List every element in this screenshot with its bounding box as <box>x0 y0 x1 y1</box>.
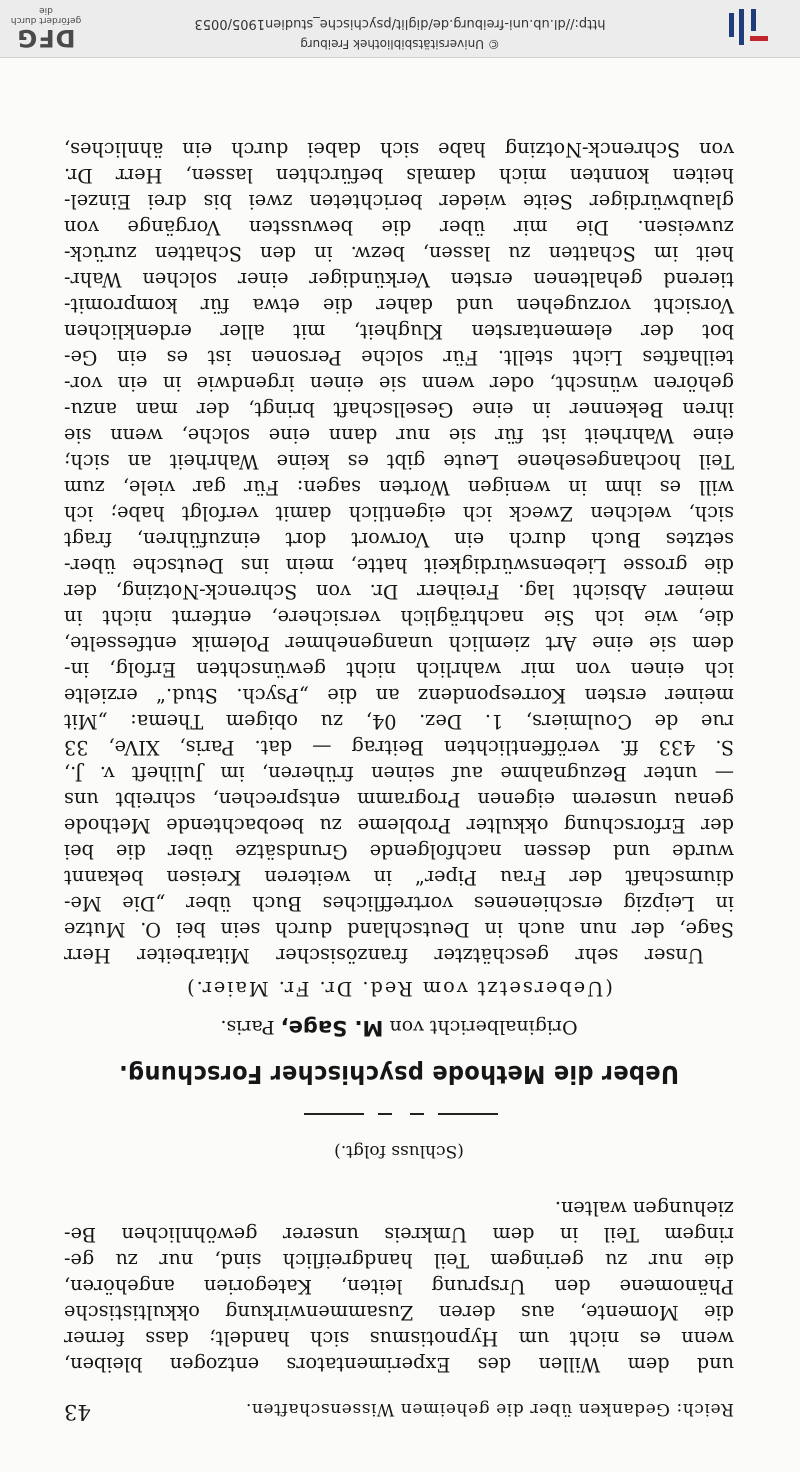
text-line: diumschaft der Frau Piper“ in weiteren Kreisen bekannt <box>64 866 734 889</box>
text-line: setztes Buch durch ein Vorwort dort einzuführen, fragt <box>64 528 734 551</box>
separator-rule <box>304 1113 364 1115</box>
text-line: tierend gehaltenen ersten Verkündiger einer solchen Wahr- <box>64 268 734 291</box>
text-line: gehören wünscht, oder wenn sie einen irgendwie in ein vor- <box>64 372 734 395</box>
text-line: die, wie ich Sie nachträglich versichere, entfernt nicht in <box>64 606 734 629</box>
text-line: Unser sehr geschätzter französischer Mitarbeiter Herr <box>64 944 704 967</box>
digitization-footer <box>0 0 800 58</box>
separator-rule <box>438 1113 498 1115</box>
separator-rule <box>410 1113 424 1115</box>
running-title: Reich: Gedanken über die geheimen Wissenschaften. <box>245 1399 734 1419</box>
text-line: wurde und dessen nachfolgende Grundsätze über die bei <box>64 840 734 863</box>
text-line: eine Wahrheit ist für sie nur dann eine solche, wenn sie <box>64 424 734 447</box>
text-line: heiten konnten mich damals befürchten lassen, Herr Dr. <box>64 164 734 187</box>
text-line: und dem Willen des Experimentators entzogen bleiben, <box>64 1353 734 1376</box>
text-line: von Schrenck-Notzing habe sich dabei durch ein ähnliches, <box>64 138 734 161</box>
text-line: glaubwürdiger Seite wieder berichteten zwei bis drei Einzel- <box>64 190 734 213</box>
byline <box>64 1014 734 1041</box>
article-title: Ueber die Methode psychischer Forschung. <box>118 1060 680 1089</box>
text-line: bot der elementarsten Klugheit, mit aller erdenklichen <box>64 320 734 343</box>
text-line: ich einen von mir wahrlich nicht gewünschten Erfolg, in- <box>64 658 734 681</box>
text-line: — unter Bezugnahme auf seinen früheren, im Juliheft v. J., <box>64 762 734 785</box>
text-line: meiner Absicht lag. Freiherr Dr. von Schrenck-Notzing, der <box>64 580 734 603</box>
text-line: Vorsicht vorzugehen und daher die etwa für kompromit- <box>64 294 734 317</box>
text-line: dem sie eine Art ziemlich unangenehmer Polemik entfesselte, <box>64 632 734 655</box>
text-line: Sage, der nun auch in Deutschland durch sein bei O. Mutze <box>64 918 734 941</box>
continuation-note: (Schluss folgt.) <box>334 1141 464 1161</box>
text-line: Teil hochangesehene Leute gibt es keine Wahrheit an sich; <box>64 450 734 473</box>
source-url[interactable]: http://dl.ub.uni-freiburg.de/diglit/psychische_studien1905/0053 <box>194 16 606 31</box>
dfg-logo-text: DFG <box>16 24 76 52</box>
text-line: ringem Teil in dem Umkreis unserer gewöhnlichen Be- <box>64 1223 734 1246</box>
text-line: S. 433 ff. veröffentlichten Beitrag — dat. Paris, XIVe, 33 <box>64 736 734 759</box>
text-line: teilhaftes Licht stellt. Für solche Personen ist es ein Ge- <box>64 346 734 369</box>
text-line: in Leipzig erschienenes vortreffliches Buch über „Die Me- <box>64 892 734 915</box>
text-line: sich, welchen Zweck ich eigentlich damit verfolgt habe; ich <box>64 502 734 525</box>
text-line: wenn es nicht um Hypnotismus sich handelt; dass ferner <box>64 1327 734 1350</box>
text-line: will es ihm in wenigen Worten sagen: Für gar viele, zum <box>64 476 734 499</box>
text-line: rue de Coulmiers, 1. Dez. 04, zu obigem Thema: „Mit <box>64 710 734 733</box>
translator-note: (Uebersetzt vom Red. Dr. Fr. Maier.) <box>185 977 613 1000</box>
text-line: der Erforschung okkulter Probleme zu beobachtende Methode <box>64 814 734 837</box>
text-line: die Momente, aus deren Zusammenwirkung okkultistische <box>64 1301 734 1324</box>
text-line: ziehungen walten. <box>554 1197 734 1220</box>
dfg-logo <box>8 5 84 51</box>
text-line: zuweisen. Die mir über die bewussten Vorgänge von <box>64 216 734 239</box>
copyright-notice: © Universitätsbibliothek Freiburg <box>300 37 500 51</box>
text-line: Phänomene den Ursprung leiten, Kategorien angehören, <box>64 1275 734 1298</box>
page-number: 43 <box>64 1400 91 1424</box>
text-line: ihren Bekenner in eine Gesellschaft bringt, der man anzu- <box>64 398 734 421</box>
text-line: die nur zu geringem Teil handgreiflich sind, nur zu ge- <box>64 1249 734 1272</box>
byline-place: Paris. <box>220 1016 275 1038</box>
byline-author: M. Sage, <box>280 1016 384 1040</box>
byline-prefix: Originalbericht von <box>389 1016 578 1038</box>
text-line: genau unserem eigenen Programm entsprechen, schreibt uns <box>64 788 734 811</box>
separator-rule <box>378 1113 392 1115</box>
text-line: heit im Schatten zu lassen, bezw. in den Schatten zurück- <box>64 242 734 265</box>
text-line: meiner ersten Korrespondenz an die „Psych. Stud.“ erzielte <box>64 684 734 707</box>
text-line: die grosse Liebenswürdigkeit hatte, mein ins Deutsche über- <box>64 554 734 577</box>
dfg-tagline: gefördert durch die <box>10 5 82 25</box>
